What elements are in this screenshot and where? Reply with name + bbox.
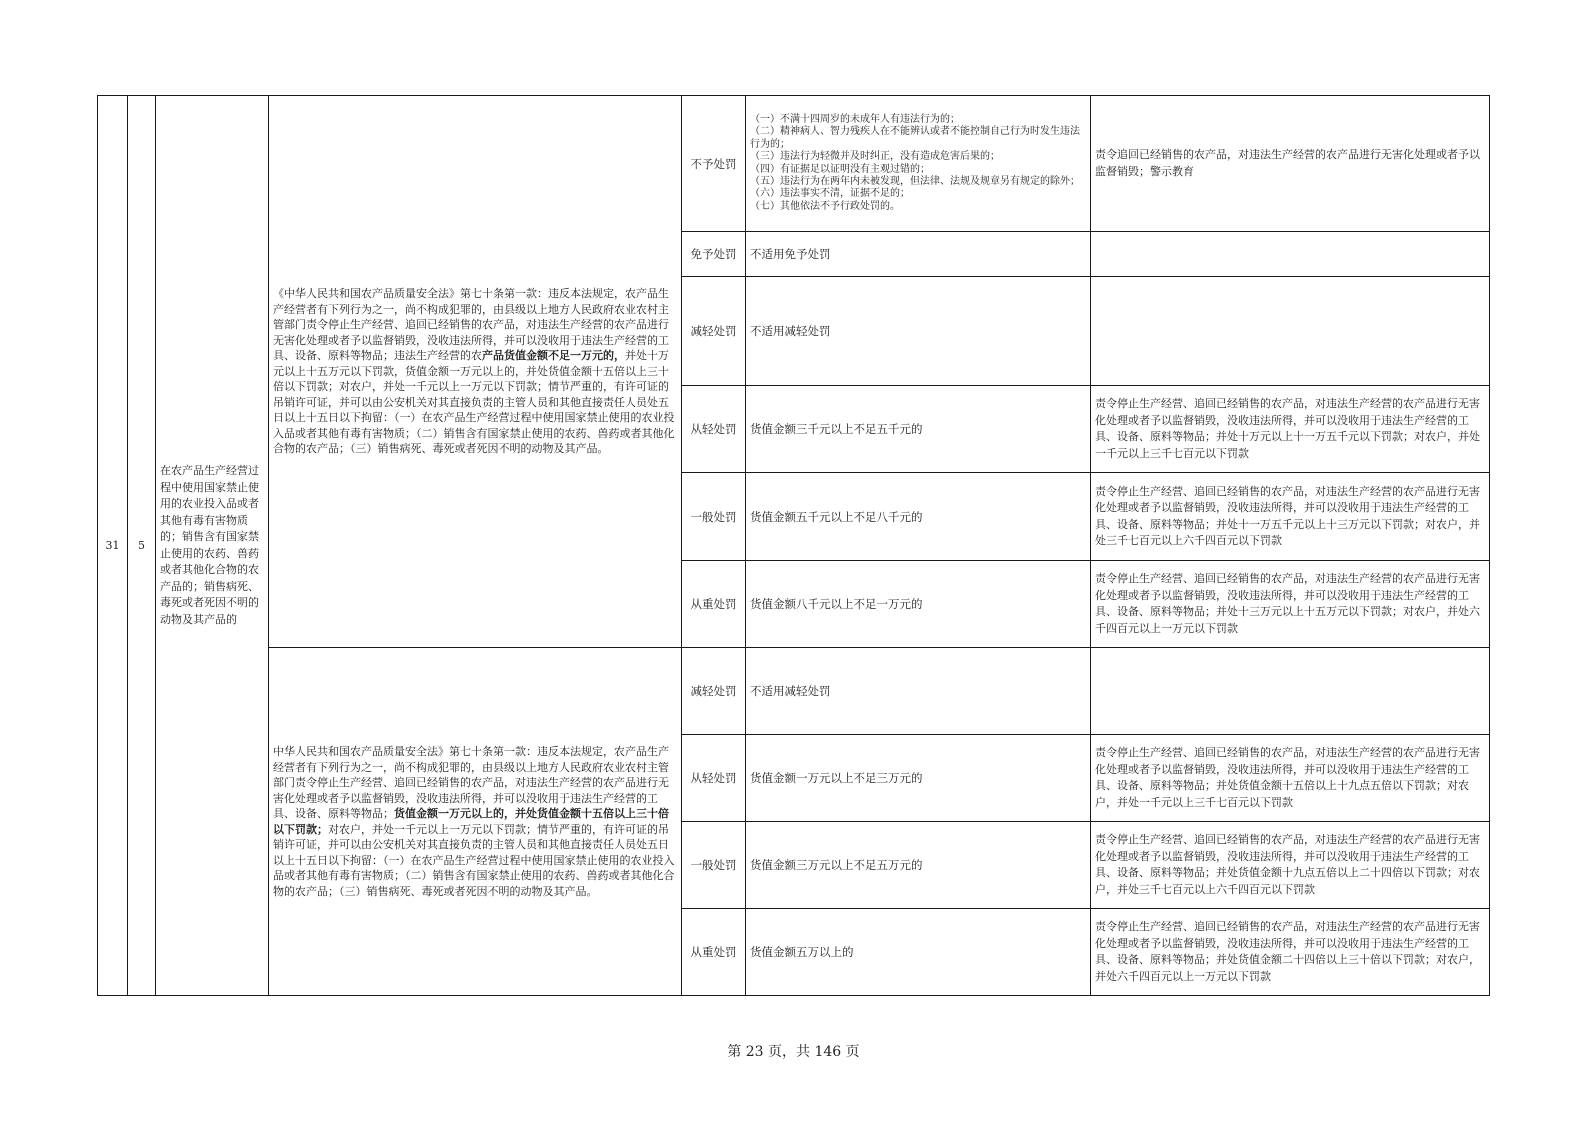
penalty-outcome: 责令追回已经销售的农产品，对违法生产经营的农产品进行无害化处理或者予以监督销毁；警示教育	[1091, 96, 1490, 232]
penalty-condition: 不适用减轻处罚	[746, 648, 1091, 735]
legal-basis-2-emphasis: 货值金额一万元以上的，并处货值金额十五倍以上三十倍以下罚款；	[273, 807, 669, 836]
table-row	[98, 648, 1490, 735]
legal-basis-2-text: 中华人民共和国农产品质量安全法》第七十条第一款：违反本法规定，农产品生产经营者有下列行为之一，尚不构成犯罪的，由县级以上地方人民政府农业农村主管部门责令停止生产经营、追回已经销售的农产品，对违法生产经营的农产品进行无害化处理或者予以监督销毁，没收违法所得，并可以没收用于违法生产经营的工具、设备、原料等物品；	[273, 745, 669, 820]
condition-item: （四）有证据足以证明没有主观过错的；	[750, 163, 930, 175]
penalty-level: 从轻处罚	[682, 386, 746, 473]
table-row	[98, 96, 1490, 232]
condition-item: （二）精神病人、智力残疾人在不能辨认或者不能控制自己行为时发生违法行为的；	[750, 126, 1080, 150]
penalty-condition: 货值金额八千元以上不足一万元的	[746, 561, 1091, 648]
condition-item: （五）违法行为在两年内未被发现，但法律、法规及规章另有规定的除外；	[750, 175, 1080, 187]
legal-basis-1-emphasis: 产品货值金额不足一万元的，	[482, 349, 625, 363]
penalty-condition: 货值金额三万元以上不足五万元的	[746, 822, 1091, 909]
condition-item: （七）其他依法不予行政处罚的。	[750, 200, 900, 212]
penalty-level: 从重处罚	[682, 909, 746, 996]
penalty-outcome: 责令停止生产经营、追回已经销售的农产品，对违法生产经营的农产品进行无害化处理或者予以监督销毁，没收违法所得，并可以没收用于违法生产经营的工具、设备、原料等物品；并处货值金额十九点五倍以上二十四倍以下罚款；对农户，并处三千七百元以上六千四百元以下罚款	[1091, 822, 1490, 909]
penalty-condition: 货值金额五千元以上不足八千元的	[746, 473, 1091, 561]
legal-basis-1-text: 《中华人民共和国农产品质量安全法》第七十条第一款：违反本法规定，农产品生产经营者有下列行为之一，尚不构成犯罪的，由县级以上地方人民政府农业农村主管部门责令停止生产经营、追回已经销售的农产品，对违法生产经营的农产品进行无害化处理或者予以监督销毁，没收违法所得，并可以没收用于违法生产经营的工具、设备、原料等物品；违法生产经营的农	[273, 287, 669, 363]
penalty-outcome	[1091, 277, 1490, 386]
penalty-level: 一般处罚	[682, 822, 746, 909]
penalty-level: 从重处罚	[682, 561, 746, 648]
penalty-outcome: 责令停止生产经营、追回已经销售的农产品，对违法生产经营的农产品进行无害化处理或者予以监督销毁，没收违法所得，并可以没收用于违法生产经营的工具、设备、原料等物品；并处货值金额十五倍以上十九点五倍以下罚款；对农户，并处一千元以上三千七百元以下罚款	[1091, 735, 1490, 822]
condition-list	[746, 96, 1091, 232]
penalty-level: 减轻处罚	[682, 277, 746, 386]
condition-item: （一）不满十四周岁的未成年人有违法行为的；	[750, 113, 960, 125]
penalty-outcome: 责令停止生产经营、追回已经销售的农产品，对违法生产经营的农产品进行无害化处理或者予以监督销毁，没收违法所得，并可以没收用于违法生产经营的工具、设备、原料等物品；并处十一万五千元以上十三万元以下罚款；对农户，并处三千七百元以上六千四百元以下罚款	[1091, 473, 1490, 561]
sub-number: 5	[128, 96, 156, 996]
penalty-condition: 不适用免予处罚	[746, 232, 1091, 277]
condition-item: （三）违法行为轻微并及时纠正，没有造成危害后果的；	[750, 151, 1000, 163]
penalty-outcome	[1091, 648, 1490, 735]
penalty-outcome	[1091, 232, 1490, 277]
penalty-outcome: 责令停止生产经营、追回已经销售的农产品，对违法生产经营的农产品进行无害化处理或者予以监督销毁，没收违法所得，并可以没收用于违法生产经营的工具、设备、原料等物品；并处十万元以上十一万五千元以下罚款；对农户，并处一千元以上三千七百元以下罚款	[1091, 386, 1490, 473]
penalty-table	[97, 95, 1490, 996]
legal-basis-1	[269, 96, 682, 648]
penalty-level: 一般处罚	[682, 473, 746, 561]
penalty-level: 免予处罚	[682, 232, 746, 277]
legal-basis-2	[269, 648, 682, 996]
penalty-condition: 不适用减轻处罚	[746, 277, 1091, 386]
penalty-outcome: 责令停止生产经营、追回已经销售的农产品，对违法生产经营的农产品进行无害化处理或者予以监督销毁，没收违法所得，并可以没收用于违法生产经营的工具、设备、原料等物品；并处货值金额二十四倍以上三十倍以下罚款；对农户，并处六千四百元以上一万元以下罚款	[1091, 909, 1490, 996]
penalty-outcome: 责令停止生产经营、追回已经销售的农产品，对违法生产经营的农产品进行无害化处理或者予以监督销毁，没收违法所得，并可以没收用于违法生产经营的工具、设备、原料等物品；并处十三万元以上十五万元以下罚款；对农户，并处六千四百元以上一万元以下罚款	[1091, 561, 1490, 648]
page-footer: 第 23 页，共 146 页	[727, 1044, 860, 1060]
condition-item: （六）违法事实不清，证据不足的；	[750, 188, 910, 200]
penalty-level: 减轻处罚	[682, 648, 746, 735]
penalty-condition: 货值金额三千元以上不足五千元的	[746, 386, 1091, 473]
penalty-level: 从轻处罚	[682, 735, 746, 822]
row-number: 31	[98, 96, 128, 996]
penalty-condition: 货值金额一万元以上不足三万元的	[746, 735, 1091, 822]
penalty-condition: 货值金额五万以上的	[746, 909, 1091, 996]
penalty-level: 不予处罚	[682, 96, 746, 232]
legal-basis-2-text-rest: 对农户，并处一千元以上一万元以下罚款；情节严重的，有许可证的吊销许可证，并可以由公安机关对其直接负责的主管人员和其他直接责任人员处五日以上十五日以下拘留：（一）在农产品生产经营过程中使用国家禁止使用的农业投入品或者其他有毒有害物质；（二）销售含有国家禁止使用的农药、兽药或者其他化合物的农产品；（三）销售病死、毒死或者死因不明的动物及其产品。	[273, 822, 675, 898]
violation-behavior: 在农产品生产经营过程中使用国家禁止使用的农业投入品或者其他有毒有害物质的；销售含有国家禁止使用的农药、兽药或者其他化合物的农产品的；销售病死、毒死或者死因不明的动物及其产品的	[156, 96, 269, 996]
legal-basis-1-text-rest: 并处十万元以上十五万元以下罚款，货值金额一万元以上的，并处货值金额十五倍以上三十倍以下罚款；对农户，并处一千元以上一万元以下罚款；情节严重的，有许可证的吊销许可证，并可以由公安机关对其直接负责的主管人员和其他直接责任人员处五日以上十五日以下拘留：（一）在农产品生产经营过程中使用国家禁止使用的农业投入品或者其他有毒有害物质；（二）销售含有国家禁止使用的农药、兽药或者其他化合物的农产品；（三）销售病死、毒死或者死因不明的动物及其产品。	[273, 349, 675, 456]
